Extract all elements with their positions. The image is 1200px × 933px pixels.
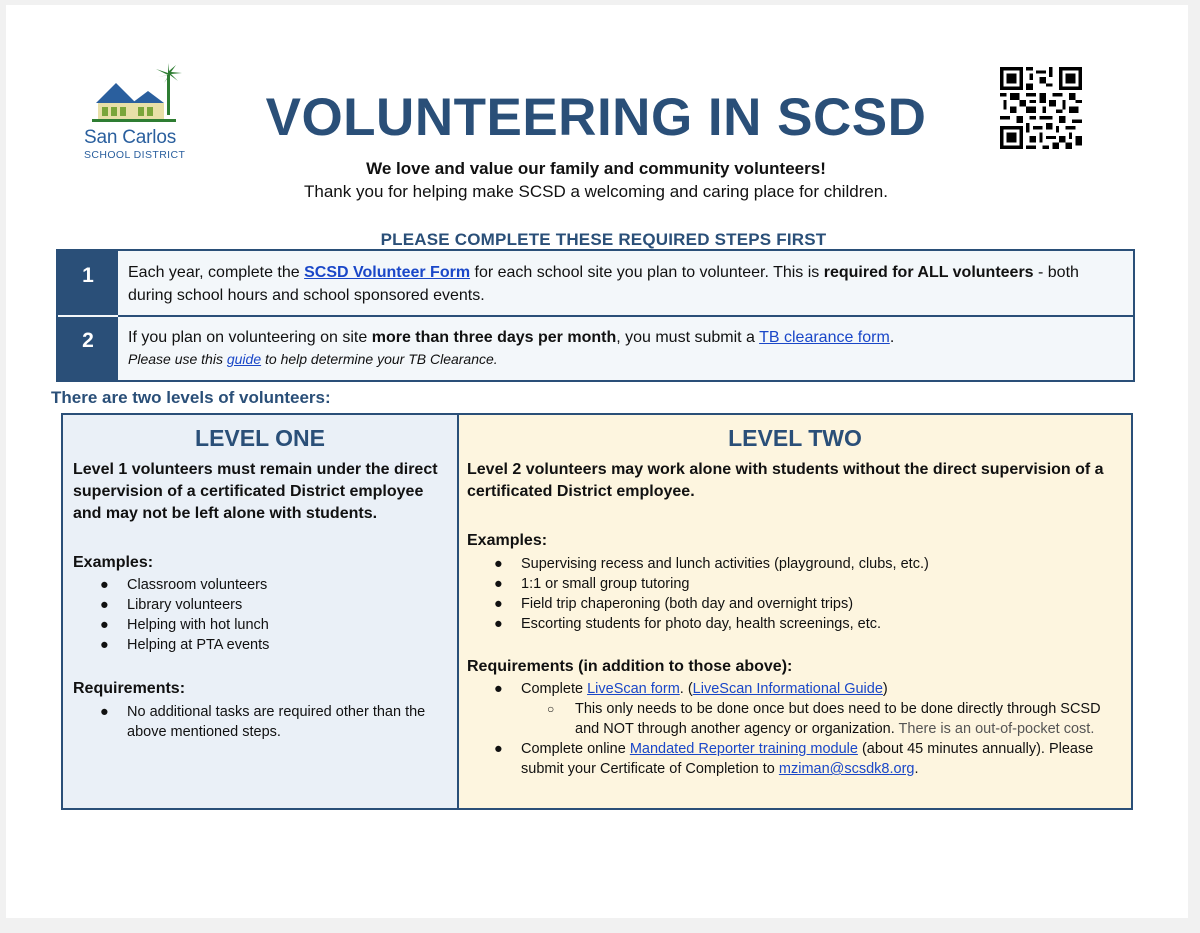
step-number: 2 <box>58 317 118 380</box>
level-one-title: LEVEL ONE <box>195 425 325 451</box>
level-two-title: LEVEL TWO <box>728 425 862 451</box>
step-text-part: - both during school hours and school sponsored events. <box>128 264 1079 304</box>
list-item-text: Escorting students for photo day, health screenings, etc. <box>521 616 882 632</box>
levels-table <box>61 413 1133 810</box>
steps-heading: PLEASE COMPLETE THESE REQUIRED STEPS FIRST <box>380 230 827 249</box>
level-one-requirements-label: Requirements: <box>73 680 186 697</box>
level-two-examples-list <box>467 554 1127 634</box>
district-logo <box>84 63 194 163</box>
step-text-part: , you must submit a <box>616 329 760 346</box>
list-item-text: Complete <box>521 681 588 697</box>
bullet-icon: ● <box>494 741 503 757</box>
list-item-text: Complete online <box>521 741 630 757</box>
level-one-column <box>63 415 459 808</box>
list-item-text: . ( <box>679 681 693 697</box>
level-two-requirements-label: Requirements (in addition to those above): <box>467 658 793 675</box>
step-text-bold: required for ALL volunteers <box>823 264 1034 281</box>
list-item <box>73 595 453 615</box>
list-item-text: Classroom volunteers <box>127 577 268 593</box>
mandated-reporter-link[interactable]: Mandated Reporter training module <box>629 741 858 757</box>
level-one-description: Level 1 volunteers must remain under the direct supervision of a certificated District employee and may not be left alone with students. <box>73 461 438 522</box>
intro-bold: We love and value our family and community volunteers! <box>366 159 826 178</box>
list-item-text: Field trip chaperoning (both day and overnight trips) <box>521 596 854 612</box>
step-number: 1 <box>58 251 118 315</box>
logo-subtitle: SCHOOL DISTRICT <box>84 149 186 161</box>
list-item <box>467 594 1127 614</box>
step-text-part: Each year, complete the <box>128 264 305 281</box>
required-steps-table <box>56 249 1135 382</box>
list-item-text: 1:1 or small group tutoring <box>521 576 690 592</box>
qr-code-icon[interactable] <box>1000 67 1082 149</box>
document-page <box>6 5 1188 918</box>
bullet-icon: ● <box>494 681 503 697</box>
livescan-guide-link[interactable]: LiveScan Informational Guide <box>692 681 883 697</box>
step-row-2 <box>58 317 1133 380</box>
level-two-description: Level 2 volunteers may work alone with students without the direct supervision of a certificated District employee. <box>467 461 1104 500</box>
step-text-part: . <box>889 329 895 346</box>
level-one-examples-label: Examples: <box>73 554 154 571</box>
list-item <box>73 635 453 655</box>
list-item <box>73 575 453 595</box>
bullet-icon: ● <box>100 617 109 633</box>
step-row-1 <box>58 251 1133 315</box>
list-item-text: Library volunteers <box>127 597 243 613</box>
schoolhouse-icon <box>84 63 194 125</box>
level-two-requirements-list <box>467 679 1127 779</box>
list-item <box>467 574 1127 594</box>
list-item-text: ) <box>882 681 888 697</box>
page-title: VOLUNTEERING IN SCSD <box>265 88 927 147</box>
level-two-examples-label: Examples: <box>467 532 548 549</box>
step-note <box>128 349 1123 369</box>
list-item <box>73 702 443 742</box>
note-text: to help determine your TB Clearance. <box>261 351 498 367</box>
bullet-icon: ● <box>494 576 503 592</box>
level-one-requirements-list <box>73 702 443 742</box>
bullet-icon: ● <box>494 556 503 572</box>
step-text-part: for each school site you plan to volunteer. This is <box>470 264 824 281</box>
list-item <box>467 614 1127 634</box>
step-text-part: If you plan on volunteering on site <box>128 329 372 346</box>
bullet-icon: ● <box>100 637 109 653</box>
list-item <box>467 739 1127 779</box>
bullet-icon: ● <box>100 597 109 613</box>
step-text <box>128 326 1123 369</box>
list-item-text: . <box>914 761 919 777</box>
email-link[interactable]: mziman@scsdk8.org <box>778 761 915 777</box>
list-item-text: Supervising recess and lunch activities (playground, clubs, etc.) <box>521 556 929 572</box>
step-text <box>128 261 1123 307</box>
list-item-text: No additional tasks are required other than the above mentioned steps. <box>127 704 426 740</box>
cost-note: There is an out-of-pocket cost. <box>894 721 1095 737</box>
levels-heading: There are two levels of volunteers: <box>51 388 331 407</box>
bullet-icon: ● <box>100 577 109 593</box>
list-item-text: Helping with hot lunch <box>127 617 269 633</box>
scsd-volunteer-form-link[interactable]: SCSD Volunteer Form <box>304 264 471 281</box>
intro-text: Thank you for helping make SCSD a welcoming and caring place for children. <box>304 182 888 201</box>
sub-list-item <box>467 699 1127 739</box>
list-item-text: (about 45 minutes annually). Please submit your Certificate of Completion to <box>521 741 1094 777</box>
logo-name: San Carlos <box>84 127 176 148</box>
tb-clearance-form-link[interactable]: TB clearance form <box>759 329 890 346</box>
note-text: Please use this <box>128 351 227 367</box>
list-item <box>467 554 1127 574</box>
bullet-icon: ● <box>494 616 503 632</box>
list-item-text: Helping at PTA events <box>127 637 270 653</box>
list-item <box>73 615 453 635</box>
list-item-text: This only needs to be done once but does need to be done directly through SCSD and NOT through another agency or organization. <box>575 701 1101 737</box>
level-one-examples-list <box>73 575 453 655</box>
list-item <box>467 679 1127 699</box>
level-two-column <box>459 415 1131 808</box>
guide-link[interactable]: guide <box>226 351 262 367</box>
bullet-icon: ● <box>494 596 503 612</box>
bullet-icon: ● <box>100 704 109 720</box>
livescan-form-link[interactable]: LiveScan form <box>587 681 680 697</box>
step-text-bold: more than three days per month <box>371 329 617 346</box>
hollow-bullet-icon: ○ <box>547 702 555 716</box>
